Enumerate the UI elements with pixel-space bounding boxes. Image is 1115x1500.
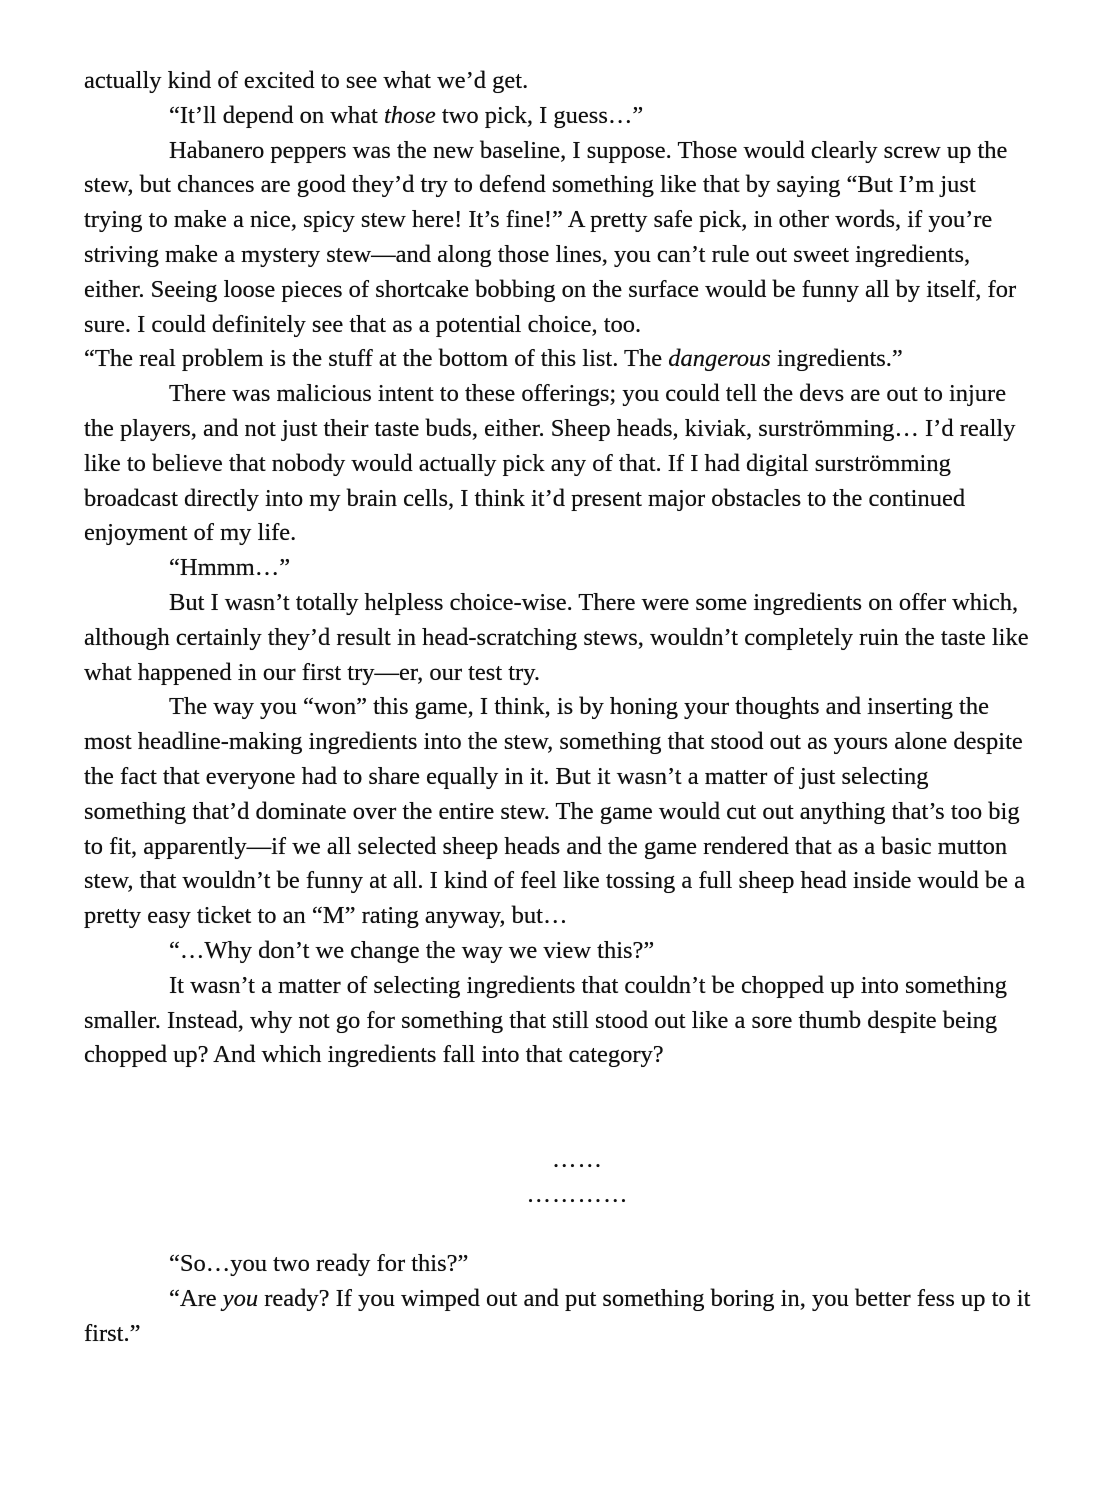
text-span: “…Why don’t we change the way we view this?” (169, 936, 655, 964)
scene-break-line-1: …… (552, 1145, 603, 1173)
paragraph (84, 934, 1035, 969)
text-span: “So…you two ready for this?” (169, 1250, 469, 1278)
emphasis-text: you (222, 1284, 259, 1312)
paragraph (84, 969, 1035, 1073)
text-span: two pick, I guess…” (435, 101, 644, 129)
paragraph (84, 99, 1035, 134)
scene-break-line-2: ………… (526, 1180, 629, 1208)
text-span: “Hmmm…” (169, 554, 291, 582)
paragraph (84, 1282, 1035, 1352)
text-span: But I wasn’t totally helpless choice-wise. There were some ingredients on offer which, although certainly they’d result in head-scratching stews, wouldn’t completely ruin the taste like what happened in our first try—er, our test try. (84, 588, 1029, 686)
text-span: The way you “won” this game, I think, is by honing your thoughts and inserting the most headline-making ingredients into the stew, something that stood out as yours alone despite the fact that everyone had to share equally in it. But it wasn’t a matter of just selecting something that’d dominate over the entire stew. The game would cut out anything that’s too big to fit, apparently—if we all selected sheep heads and the game rendered that as a basic mutton stew, that wouldn’t be funny at all. I kind of feel like tossing a full sheep head inside would be a pretty easy ticket to an “M” rating anyway, but… (84, 693, 1025, 930)
blank-line (84, 1212, 1035, 1247)
paragraph (84, 690, 1035, 934)
emphasis-text: dangerous (668, 345, 771, 373)
paragraph (84, 586, 1035, 690)
text-span: “The real problem is the stuff at the bottom of this list. The (84, 345, 669, 373)
text-span: actually kind of excited to see what we’d get. (84, 67, 529, 94)
blank-line (84, 1073, 1035, 1108)
paragraph (84, 377, 1035, 551)
text-span: “Are (169, 1284, 223, 1312)
paragraph (84, 551, 1035, 586)
paragraph (84, 64, 1035, 99)
paragraph (84, 134, 1035, 343)
text-span: It wasn’t a matter of selecting ingredients that couldn’t be chopped up into something smaller. Instead, why not go for something that still stood out like a sore thumb despite being chopped up? And which ingredients fall into that category? (84, 971, 1008, 1069)
blank-line (84, 1108, 1035, 1143)
text-span: There was malicious intent to these offerings; you could tell the devs are out to injure the players, and not just their taste buds, either. Sheep heads, kiviak, surströmming… I’d really like to believe that nobody would actually pick any of that. If I had digital surströmming broadcast directly into my brain cells, I think it’d present major obstacles to the continued enjoyment of my life. (84, 380, 1016, 547)
paragraph (84, 1247, 1035, 1282)
text-span: Habanero peppers was the new baseline, I suppose. Those would clearly screw up the stew, but chances are good they’d try to defend something like that by saying “But I’m just trying to make a nice, spicy stew here! It’s fine!” A pretty safe pick, in other words, if you’re striving make a mystery stew—and along those lines, you can’t rule out sweet ingredients, either. Seeing loose pieces of shortcake bobbing on the surface would be funny all by itself, for sure. I could definitely see that as a potential choice, too. (84, 136, 1017, 338)
paragraph (84, 342, 1035, 377)
text-span: “It’ll depend on what (169, 101, 384, 129)
text-span: ready? If you wimped out and put something boring in, you better fess up to it first.” (84, 1284, 1031, 1347)
text-span: ingredients.” (770, 345, 903, 373)
emphasis-text: those (384, 101, 436, 129)
